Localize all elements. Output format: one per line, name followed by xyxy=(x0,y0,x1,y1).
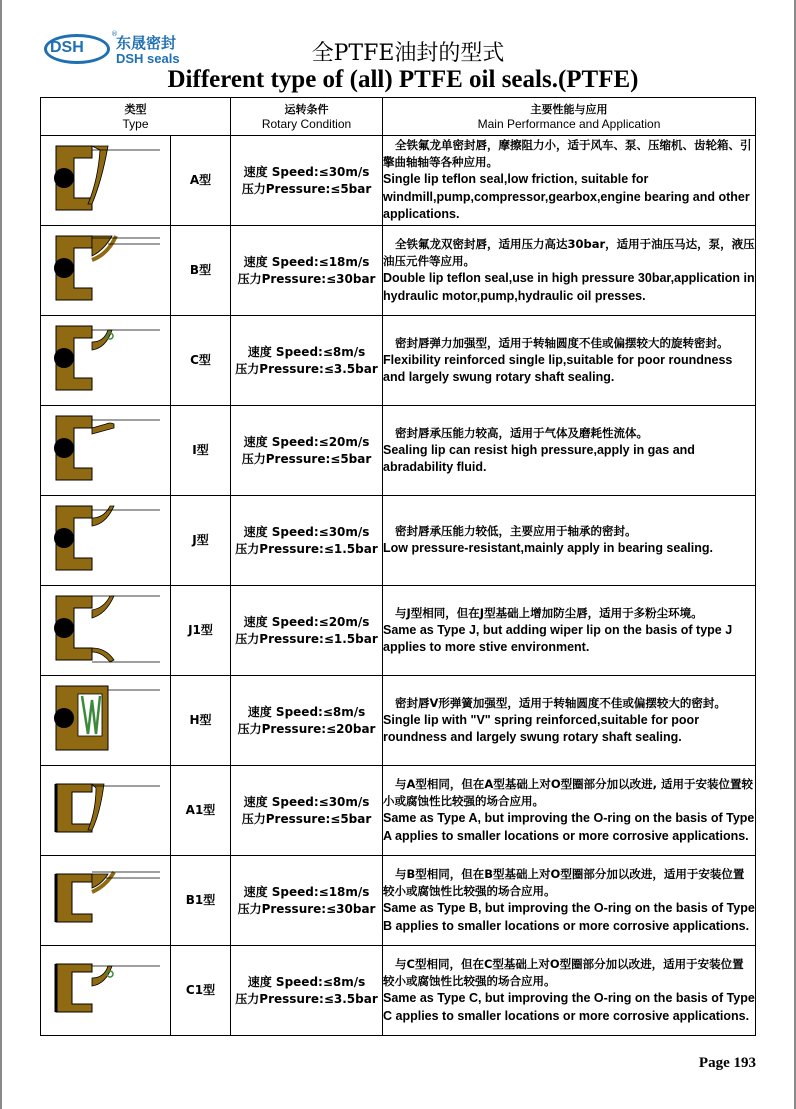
pressure-limit: 压力Pressure:≤3.5bar xyxy=(235,361,378,376)
condition-cell xyxy=(231,406,383,496)
condition-cell xyxy=(231,766,383,856)
seal-drawing-cell xyxy=(41,136,171,226)
condition-cell xyxy=(231,586,383,676)
description-english: Single lip with "V" spring reinforced,suitable for poor roundness and largely swung rotary shaft sealing. xyxy=(383,712,700,744)
description-english: Same as Type A, but improving the O-ring on the basis of Type A applies to smaller locations or more corrosive applications. xyxy=(383,811,755,843)
logo-registered-mark: ® xyxy=(111,30,118,38)
seal-type-label: A型 xyxy=(170,136,231,225)
speed-limit: 速度 Speed:≤30m/s xyxy=(243,164,370,179)
header-condition-cn: 运转条件 xyxy=(284,102,329,116)
description-cell xyxy=(383,856,756,946)
description-chinese: 与B型相同，但在B型基础上对O型圈部分加以改进，适用于安装位置较小或腐蚀性比较强的场合应用。 xyxy=(383,867,745,898)
seal-cross-section-icon xyxy=(48,770,164,848)
seal-drawing-cell xyxy=(41,226,171,316)
logo-english-name: DSH seals xyxy=(116,51,180,66)
table-row xyxy=(41,406,756,496)
seal-type-cell xyxy=(171,136,231,226)
seal-cross-section-icon xyxy=(48,410,164,488)
seal-drawing-cell xyxy=(41,406,171,496)
seal-type-label: B1型 xyxy=(170,856,231,945)
pressure-limit: 压力Pressure:≤30bar xyxy=(237,901,376,916)
seal-type-label: H型 xyxy=(170,676,231,765)
seal-type-label: J1型 xyxy=(170,586,231,675)
header-condition-en: Rotary Condition xyxy=(261,116,352,131)
description-cell xyxy=(383,316,756,406)
description-english: Sealing lip can resist high pressure,apply in gas and abradability fluid. xyxy=(383,442,695,474)
seal-drawing-cell xyxy=(41,856,171,946)
header-performance-cn: 主要性能与应用 xyxy=(530,102,608,116)
seal-cross-section-icon xyxy=(48,230,164,308)
table-row xyxy=(41,226,756,316)
description-chinese: 与A型相同，但在A型基础上对O型圈部分加以改进, 适用于安装位置较小或腐蚀性比较强的场合应用。 xyxy=(383,777,753,808)
condition-cell xyxy=(231,226,383,316)
header-performance-en: Main Performance and Application xyxy=(477,116,661,131)
page-title-chinese: 全PTFE油封的型式 xyxy=(311,41,505,66)
pressure-limit: 压力Pressure:≤20bar xyxy=(237,721,376,736)
seal-type-cell xyxy=(171,856,231,946)
seal-types-table xyxy=(40,97,756,1036)
description-chinese: 密封唇承压能力较高，适用于气体及磨耗性流体。 xyxy=(395,425,649,440)
speed-limit: 速度 Speed:≤8m/s xyxy=(247,344,366,359)
header-performance xyxy=(383,98,756,136)
table-row xyxy=(41,496,756,586)
table-row xyxy=(41,676,756,766)
seal-type-cell xyxy=(171,496,231,586)
seal-type-cell xyxy=(171,406,231,496)
description-chinese: 与C型相同，但在C型基础上对O型圈部分加以改进，适用于安装位置较小或腐蚀性比较强的场合应用。 xyxy=(383,957,744,988)
description-cell xyxy=(383,496,756,586)
page-title-english: Different type of (all) PTFE oil seals.(PTFE) xyxy=(167,66,639,93)
header-type-en: Type xyxy=(122,116,149,131)
table-header-row xyxy=(41,98,756,136)
seal-type-label: C1型 xyxy=(170,946,231,1035)
seal-drawing-cell xyxy=(41,496,171,586)
description-cell xyxy=(383,946,756,1036)
description-english: Flexibility reinforced single lip,suitable for poor roundness and largely swung rotary shaft sealing. xyxy=(383,352,733,384)
seal-drawing-cell xyxy=(41,676,171,766)
seal-drawing-cell xyxy=(41,316,171,406)
description-english: Same as Type B, but improving the O-ring on the basis of Type B applies to smaller locations or more corrosive applications. xyxy=(383,901,755,933)
speed-limit: 速度 Speed:≤8m/s xyxy=(247,704,366,719)
seal-type-cell xyxy=(171,676,231,766)
pressure-limit: 压力Pressure:≤3.5bar xyxy=(235,991,378,1006)
description-cell xyxy=(383,226,756,316)
header-type xyxy=(41,98,231,136)
condition-cell xyxy=(231,316,383,406)
seal-drawing-cell xyxy=(41,586,171,676)
table-row xyxy=(41,586,756,676)
seal-type-cell xyxy=(171,946,231,1036)
seal-type-cell xyxy=(171,766,231,856)
speed-limit: 速度 Speed:≤30m/s xyxy=(243,794,370,809)
pressure-limit: 压力Pressure:≤1.5bar xyxy=(235,541,378,556)
pressure-limit: 压力Pressure:≤5bar xyxy=(241,451,372,466)
page-number: Page 193 xyxy=(698,1055,756,1071)
description-chinese: 与J型相同，但在J型基础上增加防尘唇，适用于多粉尘环境。 xyxy=(395,605,703,620)
description-cell xyxy=(383,586,756,676)
description-english: Double lip teflon seal,use in high pressure 30bar,application in hydraulic motor,pump,hydraulic oil presses. xyxy=(383,271,755,303)
seal-type-label: A1型 xyxy=(170,766,231,855)
table-row xyxy=(41,946,756,1036)
seal-drawing-cell xyxy=(41,766,171,856)
seal-type-cell xyxy=(171,316,231,406)
seal-type-cell xyxy=(171,586,231,676)
table-row xyxy=(41,136,756,226)
seal-cross-section-icon xyxy=(48,500,164,578)
pressure-limit: 压力Pressure:≤5bar xyxy=(241,181,372,196)
pressure-limit: 压力Pressure:≤30bar xyxy=(237,271,376,286)
seal-drawing-cell xyxy=(41,946,171,1036)
seal-cross-section-icon xyxy=(48,140,164,218)
description-cell xyxy=(383,136,756,226)
description-chinese: 全铁氟龙双密封唇，适用压力高达30bar，适用于油压马达，泵，液压油压元件等应用。 xyxy=(383,237,755,268)
description-english: Low pressure-resistant,mainly apply in bearing sealing. xyxy=(383,541,713,556)
logo-abbr: DSH xyxy=(50,39,84,56)
seal-type-label: B型 xyxy=(170,226,231,315)
seal-cross-section-icon xyxy=(48,860,164,938)
description-cell xyxy=(383,676,756,766)
speed-limit: 速度 Speed:≤30m/s xyxy=(243,524,370,539)
table-row xyxy=(41,316,756,406)
page-edge-left xyxy=(0,0,2,1109)
description-english: Same as Type C, but improving the O-ring on the basis of Type C applies to smaller locations or more corrosive applications. xyxy=(383,991,755,1023)
speed-limit: 速度 Speed:≤20m/s xyxy=(243,434,370,449)
seal-type-label: J型 xyxy=(170,496,231,585)
table-row xyxy=(41,856,756,946)
description-chinese: 密封唇弹力加强型，适用于转轴圆度不佳或偏摆较大的旋转密封。 xyxy=(395,335,729,350)
speed-limit: 速度 Speed:≤18m/s xyxy=(243,884,370,899)
description-chinese: 密封唇V形弹簧加强型，适用于转轴圆度不佳或偏摆较大的密封。 xyxy=(395,695,726,710)
pressure-limit: 压力Pressure:≤1.5bar xyxy=(235,631,378,646)
description-cell xyxy=(383,766,756,856)
condition-cell xyxy=(231,676,383,766)
description-chinese: 密封唇承压能力较低，主要应用于轴承的密封。 xyxy=(395,524,637,539)
seal-type-cell xyxy=(171,226,231,316)
header-condition xyxy=(231,98,383,136)
seal-cross-section-icon xyxy=(48,590,164,668)
header-type-cn: 类型 xyxy=(124,102,147,116)
seal-type-label: C型 xyxy=(170,316,231,405)
description-english: Same as Type J, but adding wiper lip on the basis of type J applies to more stive environment. xyxy=(383,622,733,654)
condition-cell xyxy=(231,496,383,586)
condition-cell xyxy=(231,946,383,1036)
table-row xyxy=(41,766,756,856)
seal-type-label: I型 xyxy=(170,406,231,495)
speed-limit: 速度 Speed:≤8m/s xyxy=(247,974,366,989)
description-cell xyxy=(383,406,756,496)
description-english: Single lip teflon seal,low friction, suitable for windmill,pump,compressor,gearbox,engine bearing and other applications. xyxy=(383,172,750,222)
logo-chinese-name: 东晟密封 xyxy=(116,34,177,52)
seal-cross-section-icon xyxy=(48,680,164,758)
seal-cross-section-icon xyxy=(48,950,164,1028)
condition-cell xyxy=(231,136,383,226)
speed-limit: 速度 Speed:≤18m/s xyxy=(243,254,370,269)
seal-cross-section-icon xyxy=(48,320,164,398)
pressure-limit: 压力Pressure:≤5bar xyxy=(241,811,372,826)
condition-cell xyxy=(231,856,383,946)
speed-limit: 速度 Speed:≤20m/s xyxy=(243,614,370,629)
description-chinese: 全铁氟龙单密封唇，摩擦阻力小，适于风车、泵、压缩机、齿轮箱、引擎曲轴轴等各种应用。 xyxy=(383,138,752,170)
